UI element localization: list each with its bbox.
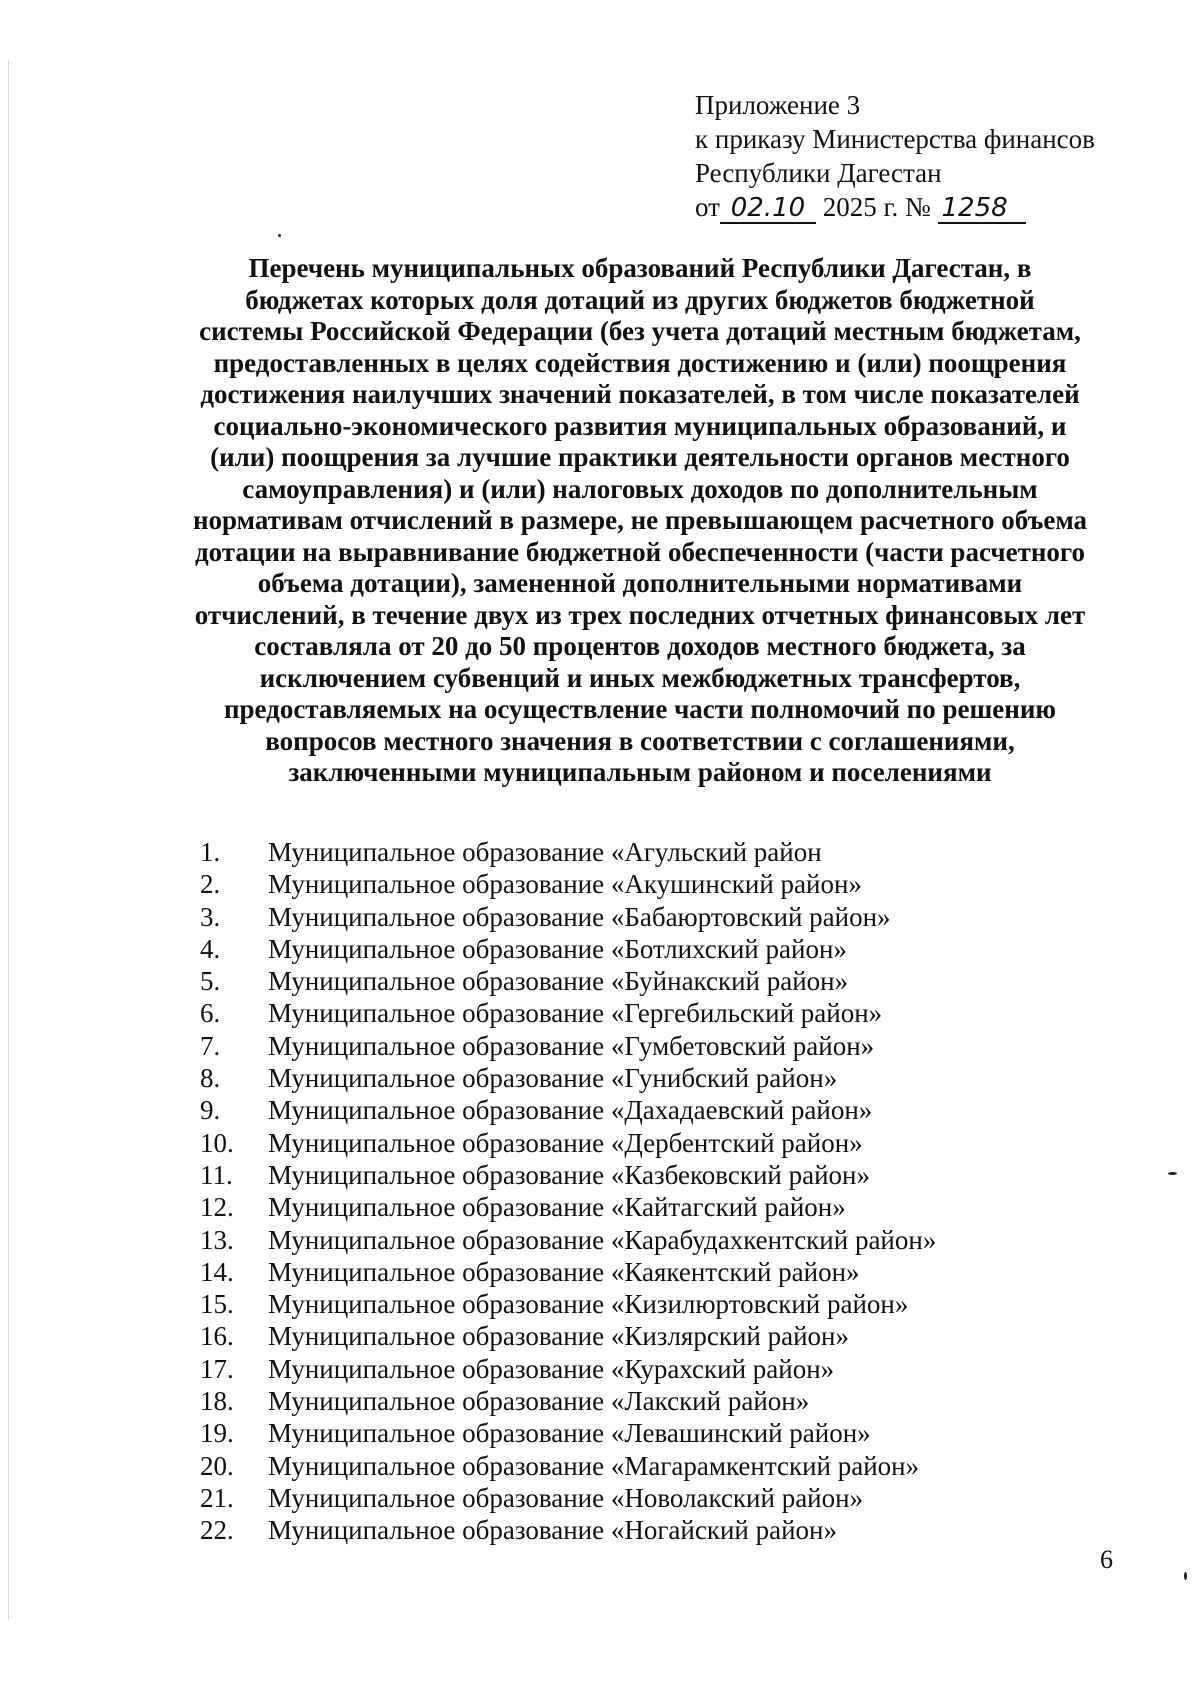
order-date-line xyxy=(695,190,1095,224)
list-item xyxy=(200,1127,936,1159)
ministry-region: Республики Дагестан xyxy=(695,158,942,188)
list-item-text: Муниципальное образование «Ботлихский район» xyxy=(268,933,847,964)
list-item xyxy=(200,1288,936,1320)
list-item-number: 14. xyxy=(200,1256,234,1287)
title-line: нормативам отчислений в размере, не превышающем расчетного объема xyxy=(192,505,1088,535)
list-item xyxy=(200,965,936,997)
list-item-text: Муниципальное образование «Акушинский район» xyxy=(268,869,862,900)
list-item-number: 22. xyxy=(200,1515,234,1546)
title-line: отчислений, в течение двух из трех последних отчетных финансовых лет xyxy=(194,599,1086,630)
list-item-number: 19. xyxy=(200,1418,234,1449)
title-line: Перечень муниципальных образований Республики Дагестан, в xyxy=(248,253,1032,283)
list-item-text: Муниципальное образование «Буйнакский район» xyxy=(268,966,849,997)
list-item-text: Муниципальное образование «Агульский район xyxy=(268,837,822,867)
list-item-text: Муниципальное образование «Гергебильский район» xyxy=(268,998,883,1029)
list-item xyxy=(200,1482,936,1514)
title-line: (или) поощрения за лучшие практики деятельности органов местного xyxy=(210,442,1070,472)
scan-speck xyxy=(1168,1172,1177,1175)
list-item-text: Муниципальное образование «Ногайский район» xyxy=(268,1515,837,1546)
title-line: вопросов местного значения в соответствии с соглашениями, xyxy=(265,725,1015,756)
page-number: 6 xyxy=(1100,1545,1113,1574)
scan-speck xyxy=(1184,1572,1187,1580)
list-item-text: Муниципальное образование «Каякентский район» xyxy=(268,1256,860,1287)
list-item xyxy=(200,868,936,900)
appendix-label: Приложение 3 xyxy=(695,90,861,120)
municipality-list xyxy=(200,836,936,1547)
list-item-number: 7. xyxy=(200,1030,221,1061)
number-label: № xyxy=(904,192,931,222)
title-line: самоуправления) и (или) налоговых доходов по дополнительным xyxy=(242,473,1038,504)
title-line: составляла от 20 до 50 процентов доходов местного бюджета, за xyxy=(254,631,1026,661)
title-line: заключенными муниципальным районом и поселениями xyxy=(288,757,992,787)
list-item xyxy=(200,1514,936,1546)
list-item-text: Муниципальное образование «Дербентский район» xyxy=(268,1127,863,1158)
order-reference: к приказу Министерства финансов xyxy=(695,124,1095,154)
title-line: предоставляемых на осуществление части полномочий по решению xyxy=(223,694,1057,724)
list-item-number: 1. xyxy=(200,837,221,867)
list-item-number: 15. xyxy=(200,1289,234,1320)
list-item-number: 3. xyxy=(200,901,221,932)
list-item xyxy=(200,1030,936,1062)
list-item-number: 20. xyxy=(200,1450,234,1481)
title-line: объема дотации), замененной дополнительными нормативами xyxy=(257,568,1023,598)
scan-edge-line xyxy=(8,60,9,1620)
list-item-number: 8. xyxy=(200,1063,221,1094)
list-item xyxy=(200,1353,936,1385)
list-item xyxy=(200,836,936,868)
list-item-number: 6. xyxy=(200,998,221,1029)
list-item-text: Муниципальное образование «Бабаюртовский район» xyxy=(268,901,891,932)
list-item xyxy=(200,1224,936,1256)
list-item-number: 17. xyxy=(200,1353,234,1384)
list-item xyxy=(200,1320,936,1352)
handwritten-date: 02.10 xyxy=(720,194,816,224)
list-item-text: Муниципальное образование «Дахадаевский район» xyxy=(268,1095,873,1126)
title-line: бюджетах которых доля дотаций из других бюджетов бюджетной xyxy=(245,284,1035,315)
title-line: социально-экономического развития муниципальных образований, и xyxy=(213,410,1067,441)
list-item-text: Муниципальное образование «Казбековский район» xyxy=(268,1159,870,1190)
list-item-number: 16. xyxy=(200,1321,234,1352)
title-line: исключением субвенций и иных межбюджетных трансфертов, xyxy=(259,662,1021,693)
list-item-text: Муниципальное образование «Магарамкентский район» xyxy=(268,1450,920,1481)
list-item xyxy=(200,997,936,1029)
order-year: 2025 г. xyxy=(822,192,899,222)
list-item-number: 9. xyxy=(200,1095,221,1126)
list-item-number: 12. xyxy=(200,1192,234,1223)
list-item-number: 10. xyxy=(200,1127,234,1158)
document-title xyxy=(170,253,1110,789)
list-item xyxy=(200,1159,936,1191)
list-item-text: Муниципальное образование «Кизлярский район» xyxy=(268,1321,849,1352)
title-line: достижения наилучших значений показателей, в том числе показателей xyxy=(200,379,1080,409)
list-item xyxy=(200,933,936,965)
handwritten-order-number: 1258 xyxy=(938,194,1026,224)
list-item xyxy=(200,1094,936,1126)
list-item-text: Муниципальное образование «Курахский район» xyxy=(268,1353,835,1384)
list-item xyxy=(200,1417,936,1449)
list-item xyxy=(200,1450,936,1482)
list-item-text: Муниципальное образование «Кизилюртовский район» xyxy=(268,1289,909,1320)
list-item-number: 5. xyxy=(200,966,221,997)
list-item-text: Муниципальное образование «Карабудахкентский район» xyxy=(268,1224,937,1255)
list-item-number: 4. xyxy=(200,933,221,964)
list-item-number: 2. xyxy=(200,869,221,900)
scan-speck xyxy=(278,234,281,237)
list-item-text: Муниципальное образование «Новолакский район» xyxy=(268,1482,864,1513)
list-item-text: Муниципальное образование «Лакский район» xyxy=(268,1386,810,1417)
list-item-text: Муниципальное образование «Гумбетовский район» xyxy=(268,1030,875,1061)
list-item-number: 13. xyxy=(200,1224,234,1255)
title-line: предоставленных в целях содействия достижению и (или) поощрения xyxy=(213,347,1067,378)
list-item xyxy=(200,1191,936,1223)
title-line: системы Российской Федерации (без учета дотаций местным бюджетам, xyxy=(199,316,1081,346)
list-item xyxy=(200,1385,936,1417)
list-item xyxy=(200,1062,936,1094)
list-item-number: 21. xyxy=(200,1482,234,1513)
list-item xyxy=(200,1256,936,1288)
appendix-header xyxy=(695,88,1095,224)
list-item-number: 18. xyxy=(200,1386,234,1417)
list-item-text: Муниципальное образование «Левашинский район» xyxy=(268,1418,871,1449)
list-item xyxy=(200,901,936,933)
list-item-text: Муниципальное образование «Гунибский район» xyxy=(268,1063,838,1094)
list-item-text: Муниципальное образование «Кайтагский район» xyxy=(268,1192,846,1223)
title-line: дотации на выравнивание бюджетной обеспеченности (части расчетного xyxy=(194,536,1086,567)
date-prefix: от xyxy=(695,192,720,222)
list-item-number: 11. xyxy=(200,1159,233,1190)
